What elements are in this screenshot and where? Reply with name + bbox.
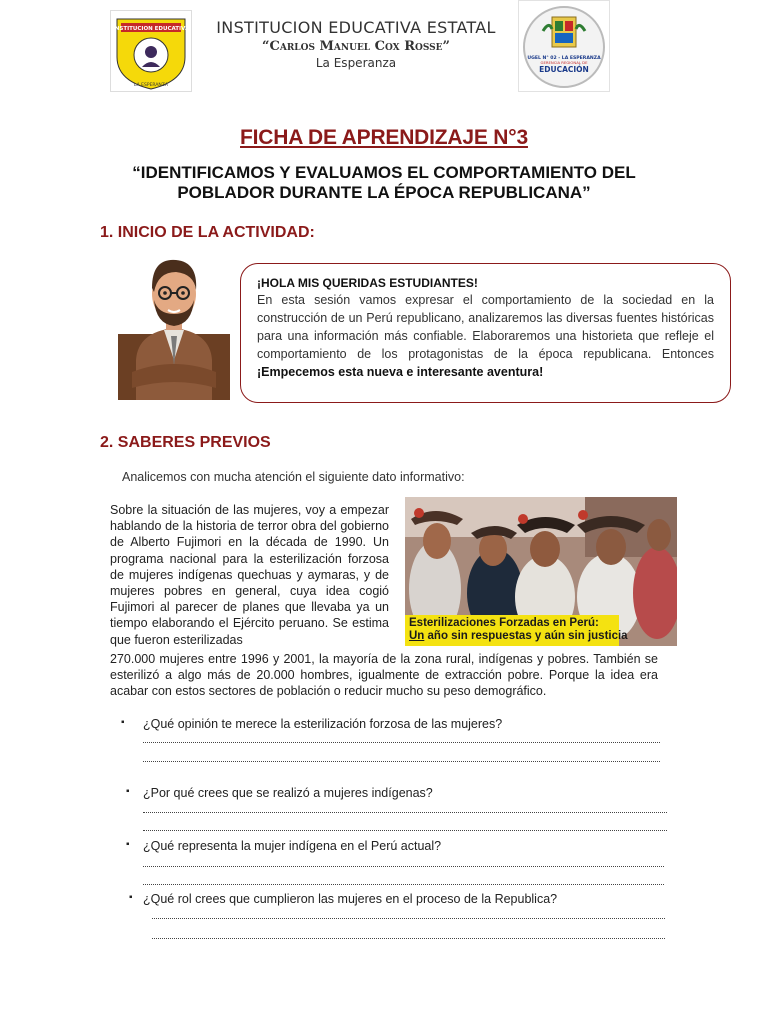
bullet: ▪ [126, 839, 130, 850]
section-2-intro: Analicemos con mucha atención el siguiente dato informativo: [122, 470, 465, 484]
question-item [126, 786, 433, 800]
svg-text:EDUCACIÓN: EDUCACIÓN [539, 65, 589, 74]
section-2-heading: 2. SABERES PREVIOS [100, 434, 271, 451]
photo-caption [405, 615, 628, 646]
svg-text:GERENCIA REGIONAL DE: GERENCIA REGIONAL DE [540, 60, 588, 65]
worksheet-title: FICHA DE APRENDIZAJE N°3 [240, 126, 528, 149]
greeting-heading: ¡HOLA MIS QUERIDAS ESTUDIANTES! [257, 276, 478, 290]
bullet: ▪ [126, 786, 130, 797]
school-logo [110, 10, 192, 92]
lesson-title-line-2: POBLADOR DURANTE LA ÉPOCA REPUBLICANA” [177, 183, 591, 202]
school-subname: “Carlos Manuel Cox Rosse” [262, 39, 450, 54]
photo-caption-underlined: Un [409, 630, 425, 642]
question-text: ¿Qué rol crees que cumplieron las mujeres en el proceso de la Republica? [143, 892, 558, 906]
greeting-body-bold: ¡Empecemos esta nueva e interesante aventura! [257, 365, 544, 379]
answer-line[interactable] [143, 866, 664, 867]
photo-caption-rest: año sin respuestas y aún sin justicia [424, 630, 628, 642]
teacher-avatar [118, 248, 230, 400]
school-name: INSTITUCION EDUCATIVA ESTATAL [216, 18, 496, 37]
svg-text:INSTITUCION EDUCATIVA: INSTITUCION EDUCATIVA [112, 26, 190, 32]
answer-line[interactable] [152, 938, 665, 939]
answer-line[interactable] [143, 812, 667, 813]
school-location: La Esperanza [315, 56, 397, 70]
answer-line[interactable] [143, 761, 660, 762]
ugel-logo [518, 0, 610, 92]
info-paragraph-bottom: 270.000 mujeres entre 1996 y 2001, la mayoría de la zona rural, indígenas y pobres. También se esterilizó a algo más de 20.000 hombres, igualmente de extracción pobre. Porque la idea era acabar con estos sectores de población o reducir mucho su peso demográfico. [110, 652, 658, 698]
photo-caption-line-1: Esterilizaciones Forzadas en Perú: [409, 617, 599, 629]
bullet: ▪ [129, 892, 133, 903]
answer-line[interactable] [143, 884, 664, 885]
section-1-heading: 1. INICIO DE LA ACTIVIDAD: [100, 224, 315, 241]
question-text: ¿Qué opinión te merece la esterilización forzosa de las mujeres? [143, 717, 503, 731]
answer-line[interactable] [152, 918, 665, 919]
info-paragraph-top: Sobre la situación de las mujeres, voy a empezar hablando de la historia de terror obra del gobierno de Alberto Fujimori en la década de 1990. Un programa nacional para la esterilización forzosa de mujeres indígenas quechuas y aymaras, y de mujeres pobres en general, cuya idea cogió Fujimori al parecer de planes que llevaba ya un tiempo elaborando el Ejército peruano. Se estima que fueron esterilizadas [110, 503, 389, 647]
news-photo [405, 497, 677, 646]
question-item [121, 717, 503, 731]
question-text: ¿Por qué crees que se realizó a mujeres indígenas? [143, 786, 433, 800]
greeting-box [240, 263, 731, 403]
svg-text:LA ESPERANZA: LA ESPERANZA [134, 83, 168, 88]
lesson-title [120, 163, 648, 203]
question-text: ¿Qué representa la mujer indígena en el Perú actual? [143, 839, 442, 853]
bullet: ▪ [121, 717, 125, 728]
photo-caption-line-2 [409, 630, 628, 643]
question-item [129, 892, 558, 906]
greeting-body [257, 291, 714, 381]
greeting-body-text: En esta sesión vamos expresar el comportamiento de la sociedad en la construcción de un Perú republicano, analizaremos las diversas fuentes históricas para una información más confiable. Elaboraremos una historieta que refleje el comportamiento de los protagonistas de la época republicana. Entonces [257, 293, 714, 361]
question-item [126, 839, 442, 853]
svg-text:UGEL N° 02 - LA ESPERANZA: UGEL N° 02 - LA ESPERANZA [527, 56, 601, 61]
lesson-title-line-1: “IDENTIFICAMOS Y EVALUAMOS EL COMPORTAMIENTO DEL [132, 163, 636, 182]
answer-line[interactable] [143, 742, 660, 743]
answer-line[interactable] [143, 830, 667, 831]
